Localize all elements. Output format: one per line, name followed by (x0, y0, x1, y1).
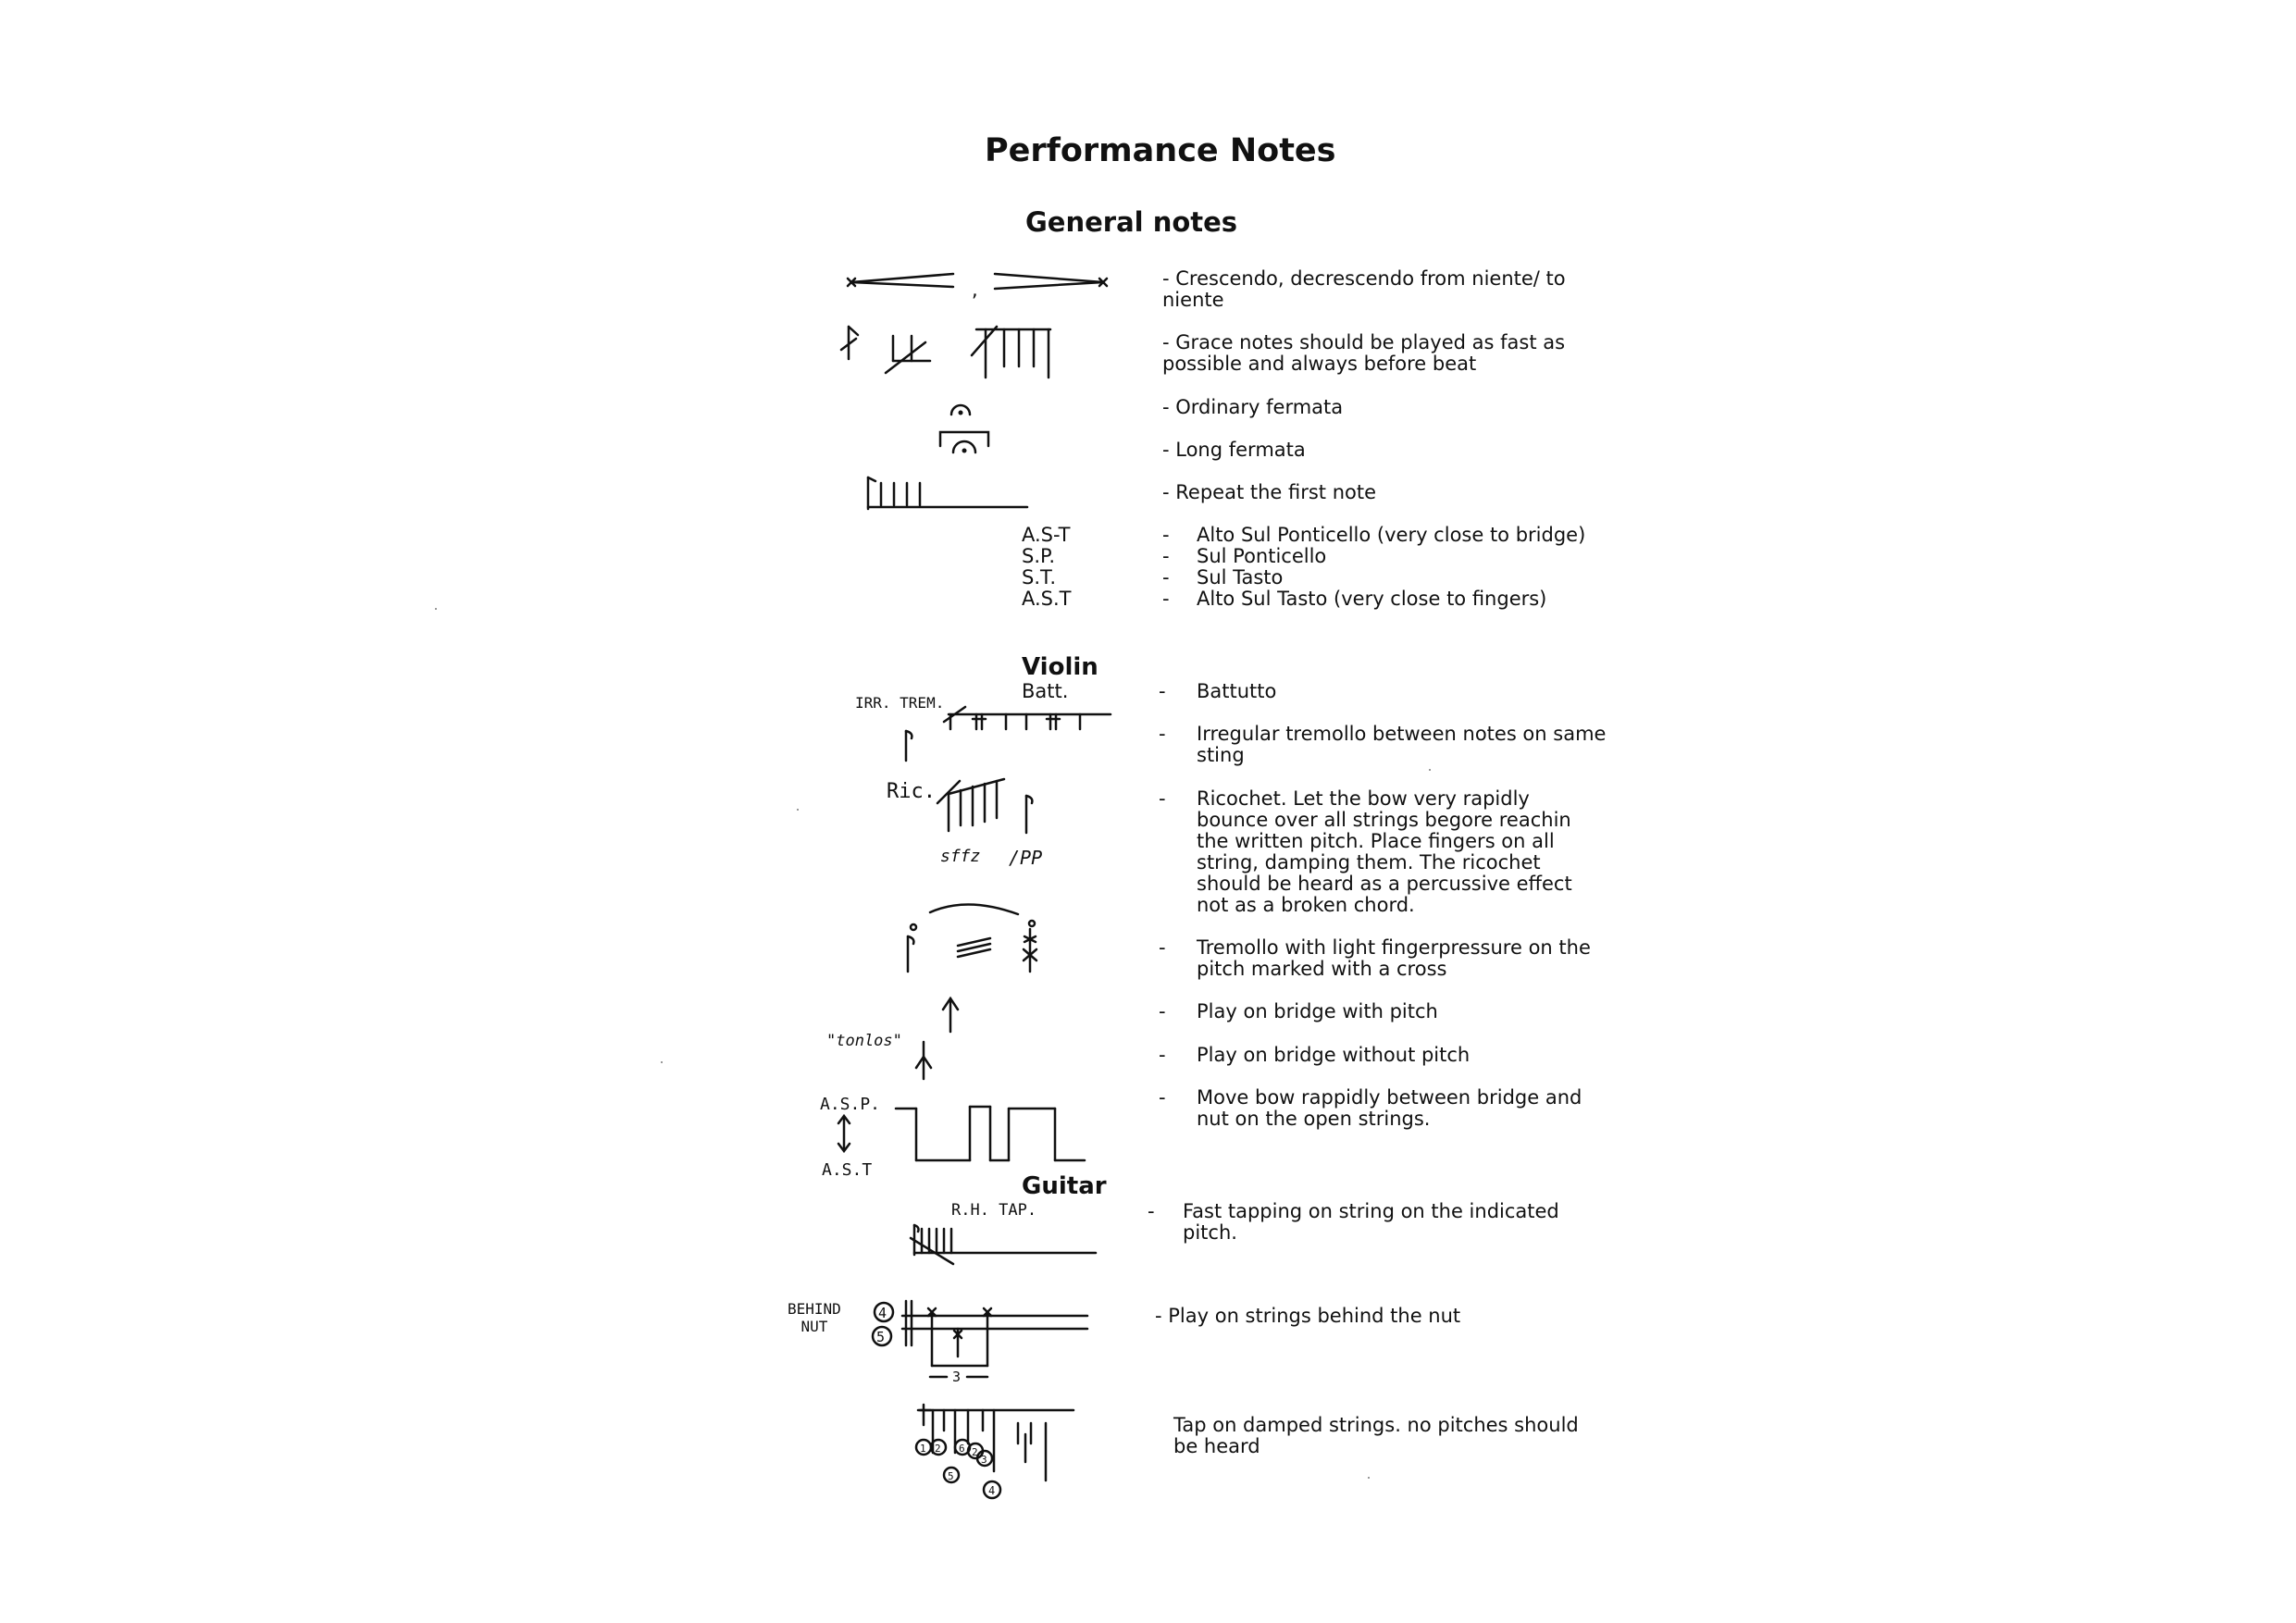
move-bow-description: Move bow rappidly between bridge and nut on the open strings. (1197, 1086, 1582, 1130)
ric-label: Ric. (887, 780, 936, 803)
crescendo-description: - Crescendo, decrescendo from niente/ to niente (1162, 267, 1566, 311)
light-tremolo-dash: - (1159, 936, 1166, 959)
long-fermata-symbol (937, 427, 992, 455)
svg-text:4: 4 (878, 1305, 887, 1321)
svg-text:3: 3 (981, 1454, 987, 1466)
bow-position-descriptions: Alto Sul Ponticello (very close to bridge) Sul Ponticello Sul Tasto Alto Sul Tasto (very close to fingers) (1197, 524, 1586, 610)
svg-text:,: , (970, 281, 980, 301)
bridge-no-pitch-symbol (912, 1038, 939, 1083)
irregular-tremolo-description: Irregular tremollo between notes on same sting (1197, 723, 1607, 766)
light-tremolo-symbol (893, 896, 1050, 979)
bow-position-abbreviations: A.S-T S.P. S.T. A.S.T (1022, 524, 1072, 610)
damped-strings-symbol (907, 1397, 1092, 1508)
ordinary-fermata-symbol (948, 398, 975, 418)
irregular-tremolo-dash: - (1159, 723, 1166, 745)
battuto-dash: - (1159, 680, 1166, 702)
crescendo-decrescendo-symbol (842, 268, 1120, 301)
svg-text:4: 4 (988, 1484, 996, 1497)
ricochet-dash: - (1159, 787, 1166, 810)
behind-nut-description: - Play on strings behind the nut (1155, 1305, 1461, 1327)
general-notes-heading: General notes (1025, 206, 1238, 238)
behind-nut-label: BEHIND NUT (788, 1300, 841, 1335)
bridge-no-pitch-dash: - (1159, 1044, 1166, 1066)
page-title: Performance Notes (985, 132, 1336, 169)
light-tremolo-description: Tremollo with light fingerpressure on the pitch marked with a cross (1197, 936, 1591, 980)
repeat-note-symbol (861, 472, 1036, 513)
bridge-pitch-description: Play on bridge with pitch (1197, 1000, 1438, 1022)
fast-tapping-dash: - (1148, 1200, 1155, 1222)
ordinary-fermata-description: - Ordinary fermata (1162, 396, 1344, 418)
svg-text:3: 3 (952, 1369, 962, 1385)
move-bow-dash: - (1159, 1086, 1166, 1109)
svg-text:2: 2 (935, 1443, 941, 1455)
bow-bridge-nut-symbol (833, 1101, 1092, 1166)
svg-text:5: 5 (876, 1329, 886, 1345)
long-fermata-description: - Long fermata (1162, 439, 1306, 461)
toneless-label: "tonlos" (826, 1032, 902, 1050)
svg-text:2: 2 (972, 1446, 978, 1458)
grace-notes-description: - Grace notes should be played as fast as possible and always before beat (1162, 331, 1566, 375)
bridge-no-pitch-description: Play on bridge without pitch (1197, 1044, 1471, 1066)
bow-position-dashes: - - - - (1162, 524, 1170, 610)
fast-tapping-symbol (907, 1220, 1101, 1266)
fast-tapping-description: Fast tapping on string on the indicated pitch. (1183, 1200, 1559, 1244)
irr-trem-label: IRR. TREM. (855, 694, 945, 712)
violin-heading: Violin (1022, 653, 1098, 681)
batt-label: Batt. (1022, 680, 1069, 702)
damped-strings-description: Tap on damped strings. no pitches should be heard (1173, 1414, 1579, 1457)
battuto-description: Battutto (1197, 680, 1277, 702)
battuto-tremolo-symbol (893, 703, 1115, 768)
svg-text:5: 5 (948, 1470, 954, 1482)
bridge-pitch-dash: - (1159, 1000, 1166, 1022)
guitar-heading: Guitar (1022, 1172, 1107, 1200)
pp-label: /PP (1009, 847, 1043, 869)
grace-notes-symbol (838, 322, 1060, 387)
svg-text:6: 6 (959, 1443, 965, 1455)
svg-text:1: 1 (920, 1443, 926, 1455)
asp-label: A.S.P. (820, 1095, 881, 1114)
repeat-note-description: - Repeat the first note (1162, 481, 1377, 503)
sffz-label: sffz (940, 847, 981, 866)
bridge-pitch-symbol (939, 995, 967, 1036)
ast-label: A.S.T (822, 1160, 873, 1180)
ricochet-symbol (930, 775, 1050, 840)
behind-nut-symbol (865, 1295, 1097, 1383)
rh-tap-label: R.H. TAP. (951, 1201, 1037, 1220)
ricochet-description: Ricochet. Let the bow very rapidly bounce over all strings begore reachin the written pitch. Place fingers on all string, damping them. The ricochet should be heard as a percussive effect not as a broken chord. (1197, 787, 1572, 916)
